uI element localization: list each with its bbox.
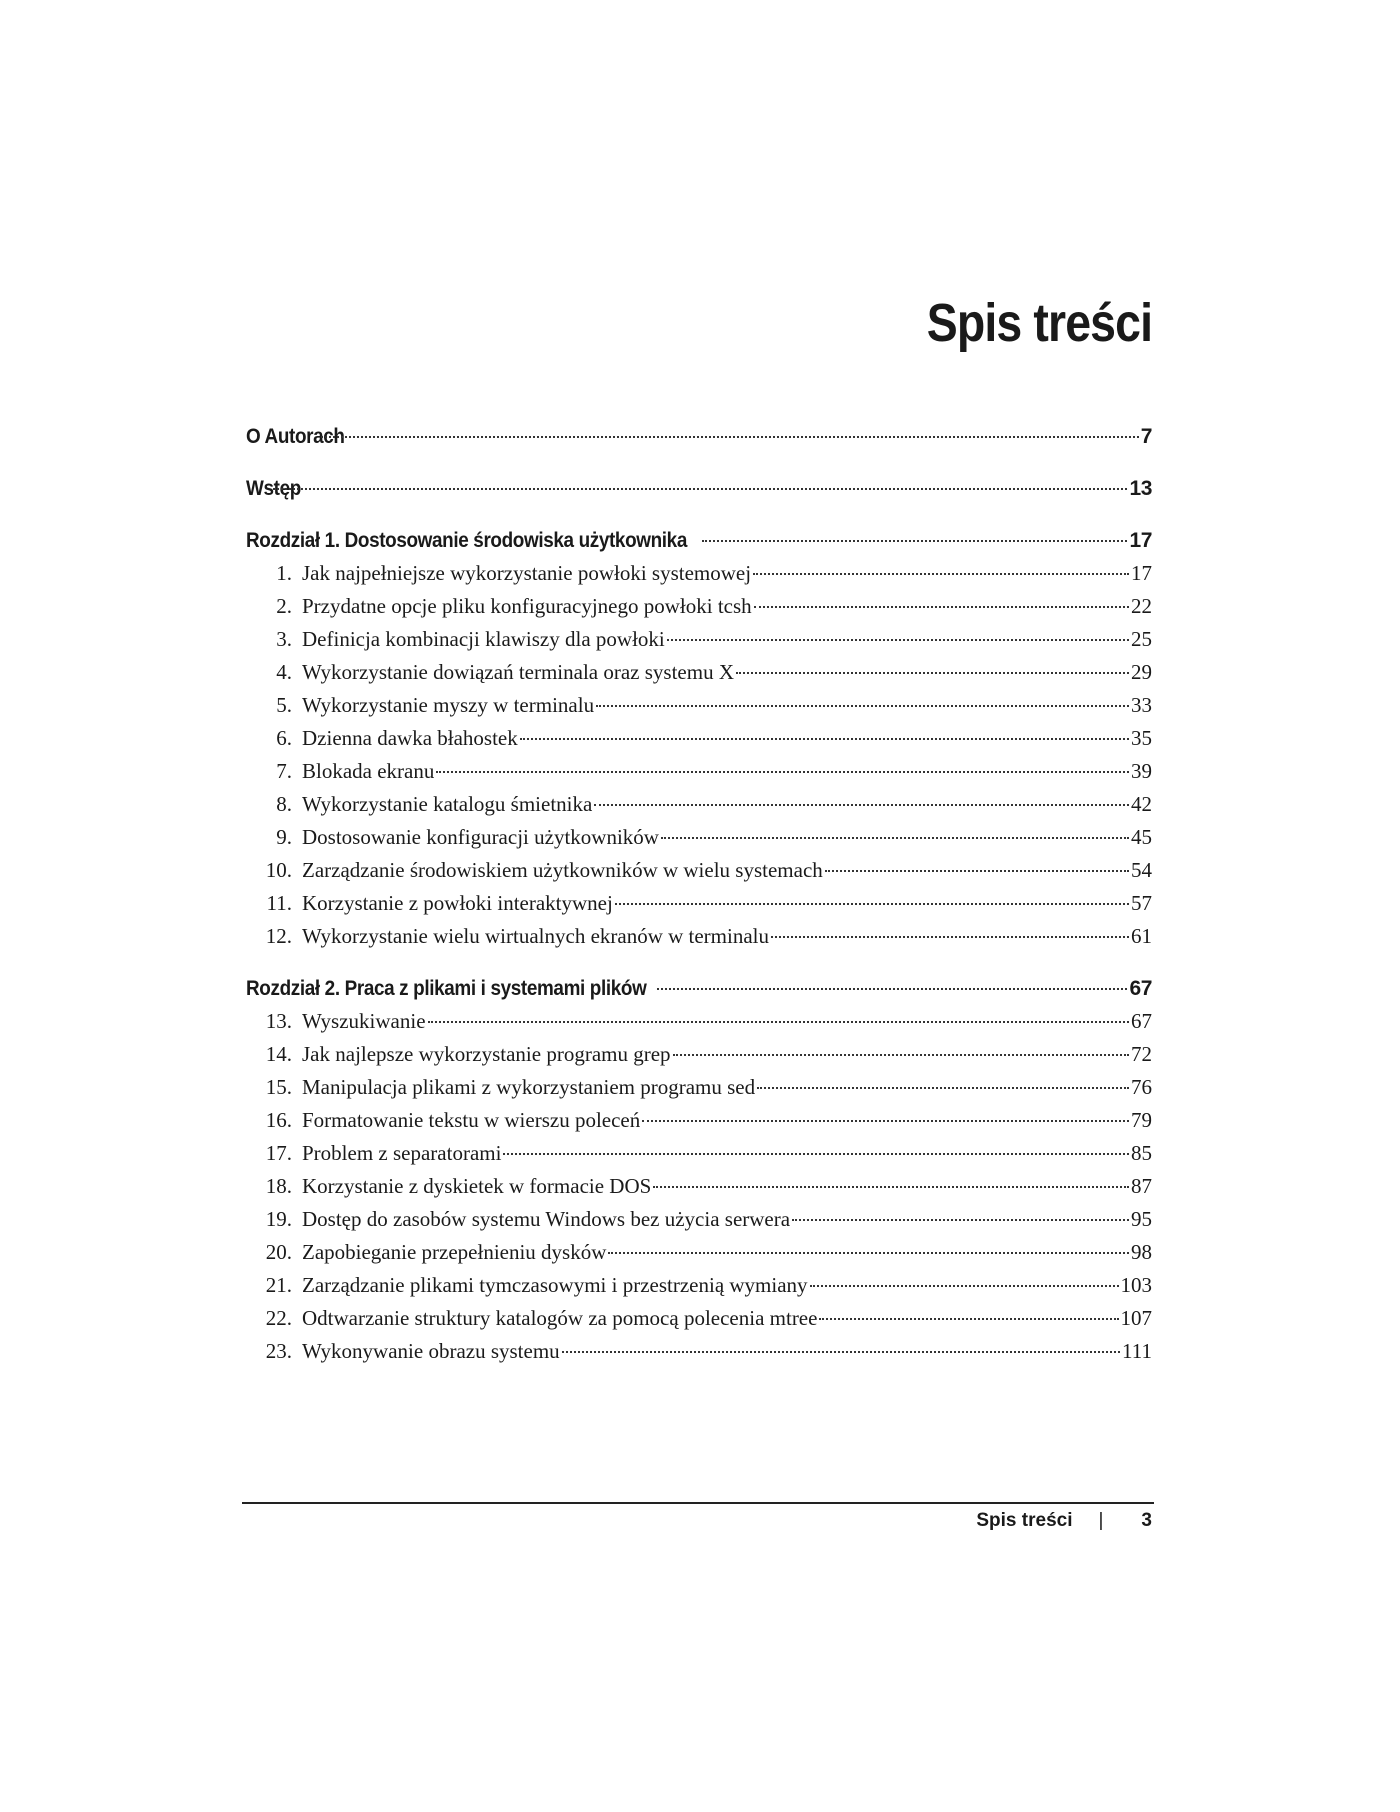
toc-section	[246, 1137, 1152, 1170]
dot-leader	[819, 1318, 1118, 1320]
section-number: 10.	[265, 858, 292, 882]
entry-title: Blokada ekranu	[302, 759, 435, 783]
dot-leader	[810, 1285, 1119, 1287]
entry-page-number: 35	[1131, 726, 1152, 750]
spacer	[246, 505, 1152, 524]
entry-page-number: 95	[1131, 1207, 1152, 1231]
toc-section	[246, 1203, 1152, 1236]
table-of-contents	[246, 420, 1152, 1368]
section-number: 17.	[265, 1141, 292, 1165]
section-number: 14.	[265, 1042, 292, 1066]
entry-page-number: 98	[1131, 1240, 1152, 1264]
dot-leader	[273, 488, 1128, 490]
entry-page-number: 87	[1131, 1174, 1152, 1198]
section-number: 1.	[276, 561, 292, 585]
toc-section	[246, 1104, 1152, 1137]
toc-section	[246, 689, 1152, 722]
toc-chapter	[246, 972, 1152, 1005]
footer-divider	[242, 1502, 1154, 1504]
dot-leader	[673, 1054, 1129, 1056]
entry-title: Dostosowanie konfiguracji użytkowników	[302, 825, 659, 849]
entry-title: Dostęp do zasobów systemu Windows bez użycia serwera	[302, 1207, 791, 1231]
entry-title: Rozdział 1. Dostosowanie środowiska użytkownika	[246, 529, 687, 552]
entry-title: Zarządzanie środowiskiem użytkowników w wielu systemach	[302, 858, 823, 882]
section-number: 18.	[265, 1174, 292, 1198]
dot-leader	[520, 738, 1129, 740]
section-number: 9.	[276, 825, 292, 849]
entry-page-number: 61	[1131, 924, 1152, 948]
entry-page-number: 7	[1140, 425, 1152, 448]
entry-title: Zarządzanie plikami tymczasowymi i przestrzenią wymiany	[302, 1273, 808, 1297]
section-number: 6.	[276, 726, 292, 750]
dot-leader	[596, 705, 1129, 707]
entry-title: Wykorzystanie dowiązań terminala oraz systemu X	[302, 660, 734, 684]
section-number: 4.	[276, 660, 292, 684]
toc-section	[246, 1236, 1152, 1269]
page-footer	[976, 1510, 1152, 1532]
entry-page-number: 45	[1131, 825, 1152, 849]
toc-section	[246, 722, 1152, 755]
toc-section	[246, 623, 1152, 656]
entry-title: Wykorzystanie katalogu śmietnika	[302, 792, 593, 816]
toc-front-entry	[246, 472, 1152, 505]
section-number: 11.	[266, 891, 292, 915]
dot-leader	[661, 837, 1129, 839]
entry-page-number: 85	[1131, 1141, 1152, 1165]
entry-page-number: 67	[1131, 1009, 1152, 1033]
spacer	[246, 453, 1152, 472]
section-number: 2.	[276, 594, 292, 618]
dot-leader	[608, 1252, 1129, 1254]
entry-page-number: 72	[1131, 1042, 1152, 1066]
entry-page-number: 29	[1131, 660, 1152, 684]
entry-page-number: 13	[1129, 477, 1152, 500]
entry-page-number: 22	[1131, 594, 1152, 618]
toc-section	[246, 788, 1152, 821]
section-number: 23.	[265, 1339, 292, 1363]
dot-leader	[503, 1153, 1129, 1155]
entry-page-number: 67	[1129, 977, 1152, 1000]
entry-title: Problem z separatorami	[302, 1141, 502, 1165]
entry-title: Wyszukiwanie	[302, 1009, 426, 1033]
section-number: 20.	[265, 1240, 292, 1264]
entry-title: Formatowanie tekstu w wierszu poleceń	[302, 1108, 641, 1132]
entry-page-number: 54	[1131, 858, 1152, 882]
entry-page-number: 33	[1131, 693, 1152, 717]
toc-section	[246, 1170, 1152, 1203]
dot-leader	[642, 1120, 1129, 1122]
entry-title: Jak najpełniejsze wykorzystanie powłoki systemowej	[302, 561, 752, 585]
toc-section	[246, 1302, 1152, 1335]
toc-section	[246, 821, 1152, 854]
entry-title: Rozdział 2. Praca z plikami i systemami plików	[246, 977, 647, 1000]
entry-page-number: 42	[1131, 792, 1152, 816]
entry-page-number: 111	[1122, 1339, 1152, 1363]
entry-page-number: 107	[1120, 1306, 1152, 1330]
entry-title: Wykorzystanie myszy w terminalu	[302, 693, 595, 717]
entry-title: Jak najlepsze wykorzystanie programu grep	[302, 1042, 671, 1066]
dot-leader	[757, 1087, 1129, 1089]
section-number: 19.	[265, 1207, 292, 1231]
entry-page-number: 76	[1131, 1075, 1152, 1099]
toc-section	[246, 1335, 1152, 1368]
toc-section	[246, 755, 1152, 788]
toc-section	[246, 1269, 1152, 1302]
toc-section	[246, 920, 1152, 953]
dot-leader	[562, 1351, 1120, 1353]
section-number: 5.	[276, 693, 292, 717]
dot-leader	[754, 606, 1129, 608]
entry-title: Manipulacja plikami z wykorzystaniem programu sed	[302, 1075, 756, 1099]
entry-page-number: 39	[1131, 759, 1152, 783]
toc-chapter	[246, 524, 1152, 557]
section-number: 21.	[265, 1273, 292, 1297]
entry-page-number: 57	[1131, 891, 1152, 915]
entry-title: Odtwarzanie struktury katalogów za pomocą polecenia mtree	[302, 1306, 818, 1330]
entry-title: O Autorach	[246, 425, 345, 448]
dot-leader	[753, 573, 1129, 575]
toc-section	[246, 854, 1152, 887]
entry-page-number: 79	[1131, 1108, 1152, 1132]
entry-page-number: 103	[1120, 1273, 1152, 1297]
dot-leader	[657, 988, 1128, 990]
section-number: 3.	[276, 627, 292, 651]
dot-leader	[436, 771, 1129, 773]
section-number: 22.	[265, 1306, 292, 1330]
entry-title: Dzienna dawka błahostek	[302, 726, 518, 750]
dot-leader	[667, 639, 1129, 641]
section-number: 16.	[265, 1108, 292, 1132]
dot-leader	[653, 1186, 1129, 1188]
section-number: 7.	[276, 759, 292, 783]
entry-title: Przydatne opcje pliku konfiguracyjnego powłoki tcsh	[302, 594, 752, 618]
toc-section	[246, 590, 1152, 623]
dot-leader	[792, 1219, 1129, 1221]
entry-title: Definicja kombinacji klawiszy dla powłoki	[302, 627, 665, 651]
page-title: Spis treści	[926, 293, 1152, 353]
dot-leader	[594, 804, 1129, 806]
dot-leader	[321, 436, 1138, 438]
dot-leader	[736, 672, 1129, 674]
toc-section	[246, 656, 1152, 689]
entry-title: Wykorzystanie wielu wirtualnych ekranów w terminalu	[302, 924, 770, 948]
section-number: 8.	[276, 792, 292, 816]
entry-title: Zapobieganie przepełnieniu dysków	[302, 1240, 607, 1264]
toc-section	[246, 1005, 1152, 1038]
toc-section	[246, 887, 1152, 920]
toc-section	[246, 557, 1152, 590]
entry-title: Korzystanie z dyskietek w formacie DOS	[302, 1174, 652, 1198]
entry-title: Wykonywanie obrazu systemu	[302, 1339, 560, 1363]
footer-separator: |	[1098, 1510, 1104, 1531]
dot-leader	[615, 903, 1129, 905]
entry-page-number: 25	[1131, 627, 1152, 651]
toc-section	[246, 1071, 1152, 1104]
section-number: 15.	[265, 1075, 292, 1099]
entry-page-number: 17	[1131, 561, 1152, 585]
spacer	[246, 953, 1152, 972]
dot-leader	[702, 540, 1128, 542]
toc-section	[246, 1038, 1152, 1071]
entry-title: Wstęp	[246, 477, 301, 500]
page-number: 3	[1141, 1510, 1152, 1531]
footer-label: Spis treści	[976, 1510, 1073, 1531]
entry-title: Korzystanie z powłoki interaktywnej	[302, 891, 613, 915]
toc-front-entry	[246, 420, 1152, 453]
dot-leader	[825, 870, 1129, 872]
dot-leader	[428, 1021, 1129, 1023]
section-number: 13.	[265, 1009, 292, 1033]
section-number: 12.	[265, 924, 292, 948]
entry-page-number: 17	[1129, 529, 1152, 552]
dot-leader	[771, 936, 1129, 938]
